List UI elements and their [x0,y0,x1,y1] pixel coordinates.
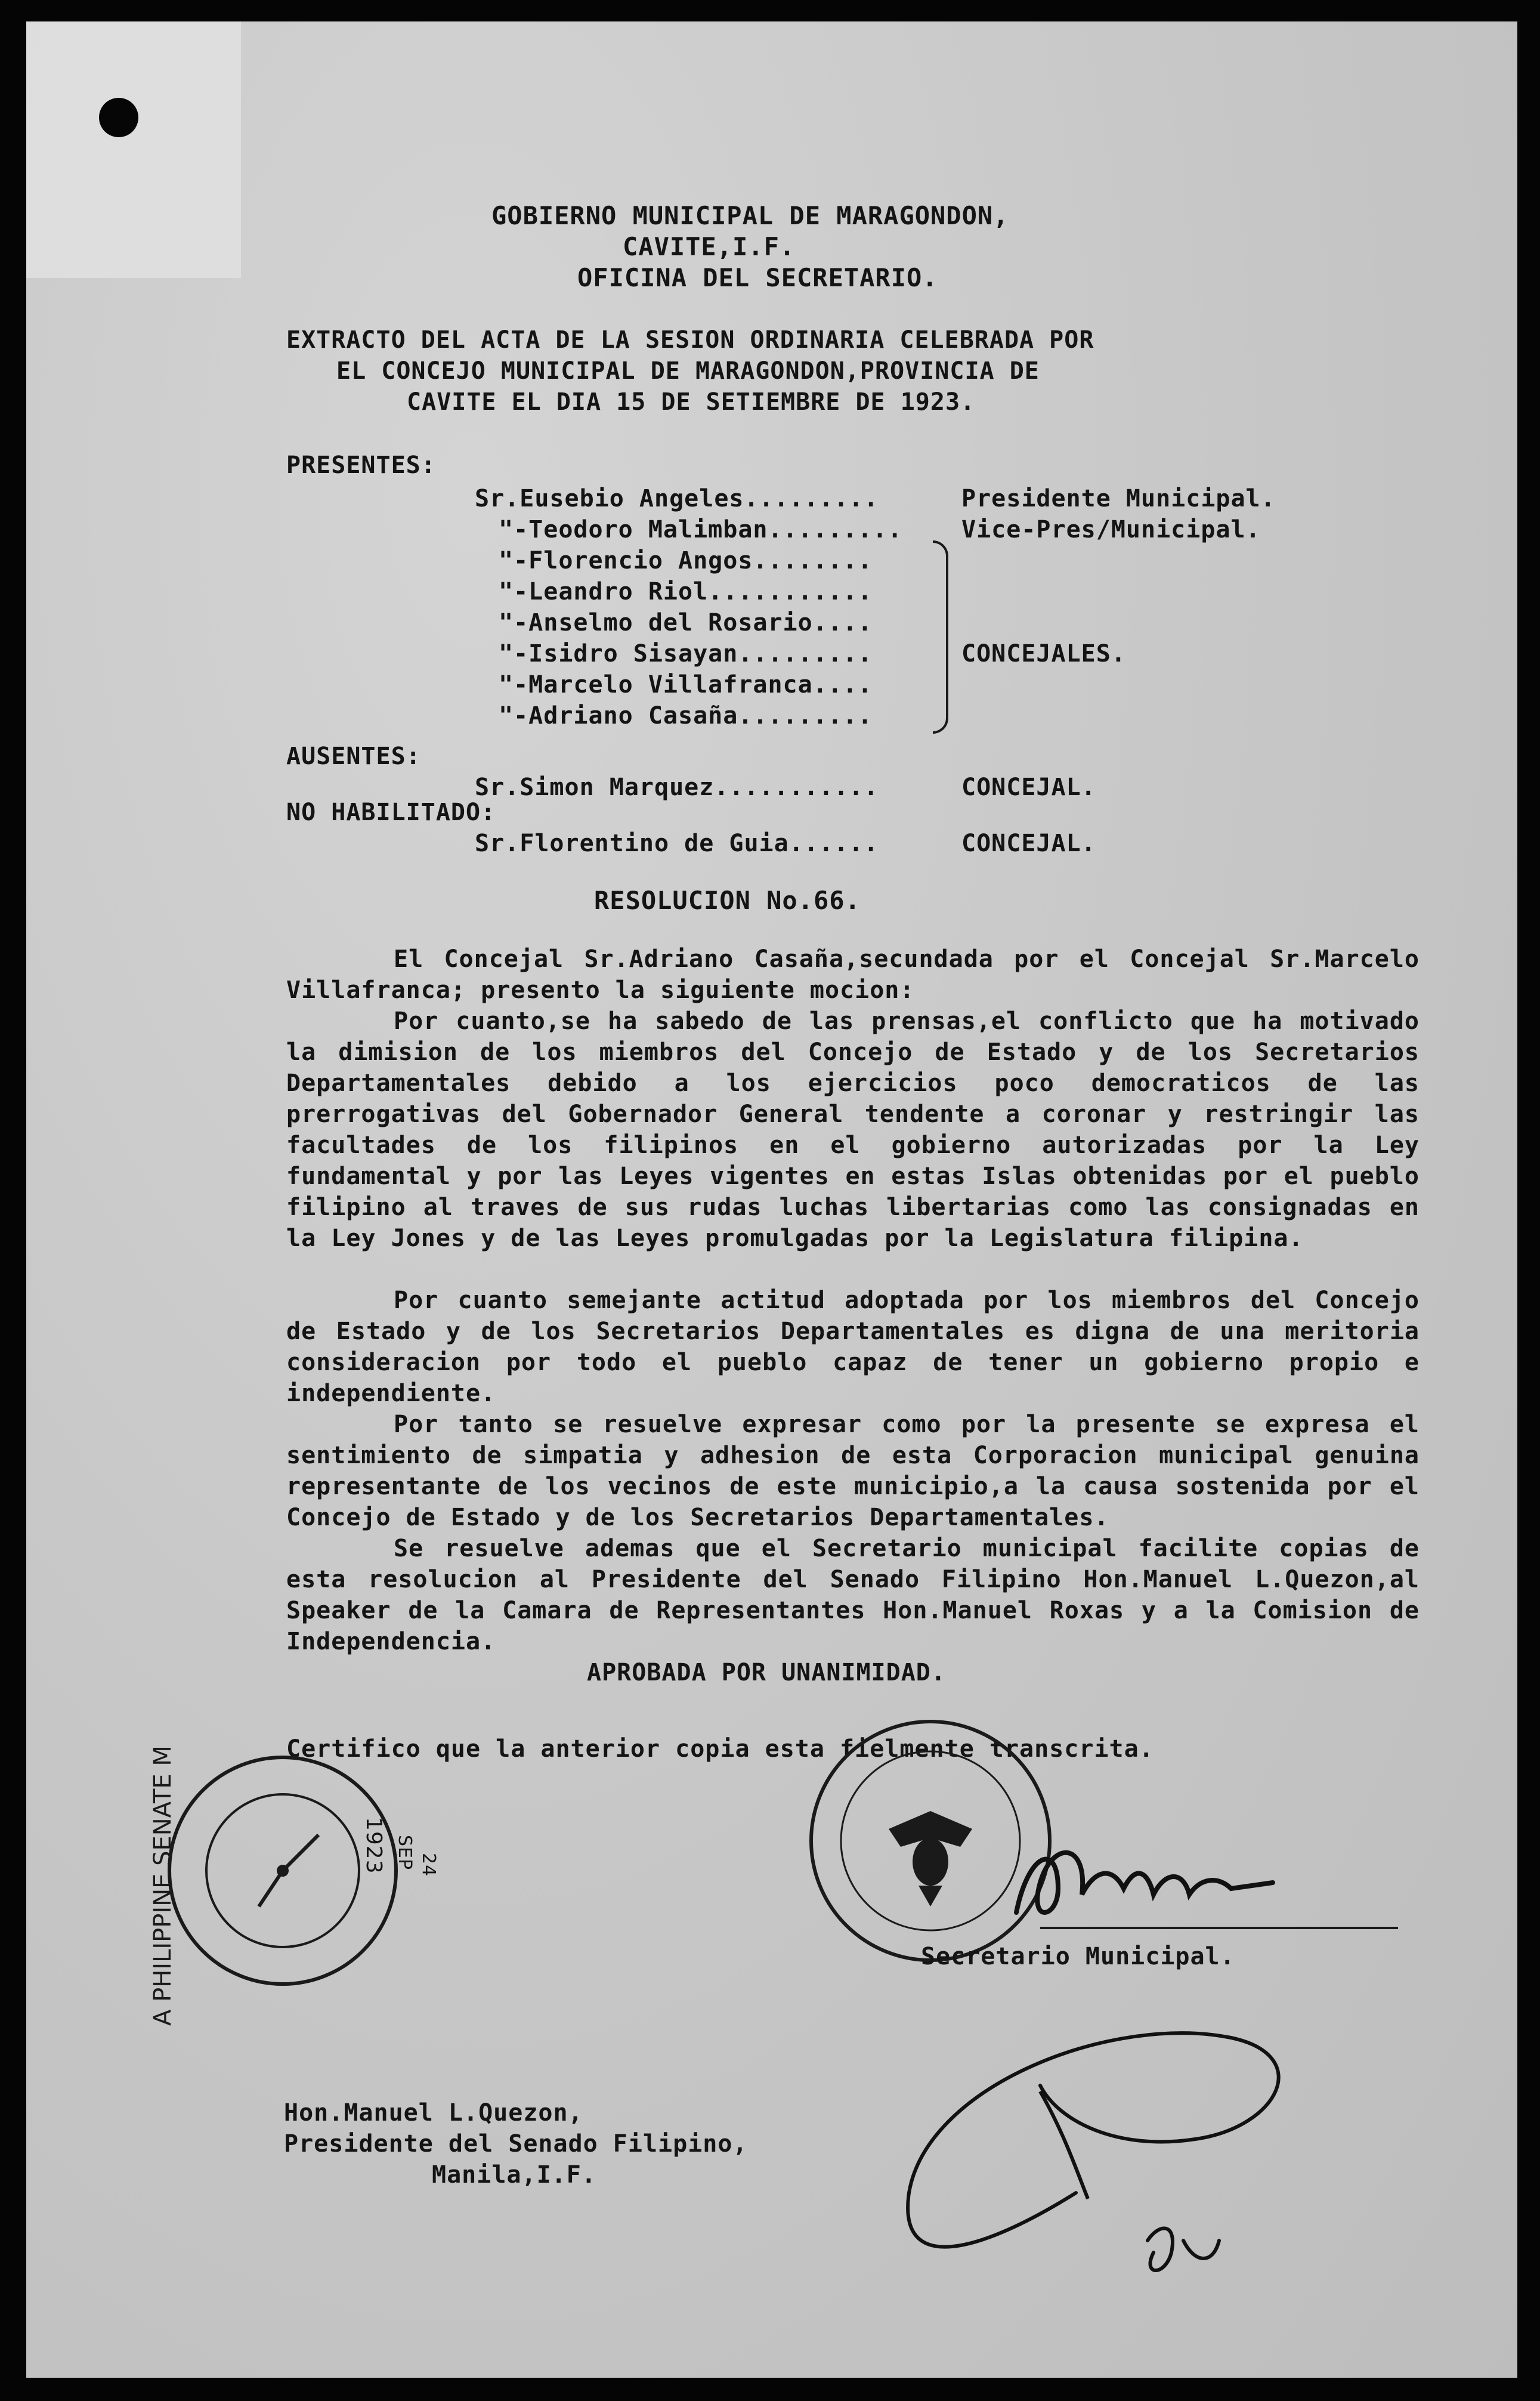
handwritten-initial-flourish [861,1942,1338,2324]
header-line-2: CAVITE,I.F. [623,232,796,261]
attendee-name: "-Marcelo Villafranca.... [499,671,873,699]
extract-line-2: EL CONCEJO MUNICIPAL DE MARAGONDON,PROVINCIA DE [336,357,1040,385]
stamp-date-day: 24 [418,1853,439,1877]
extract-line-3: CAVITE EL DIA 15 DE SETIEMBRE DE 1923. [407,388,976,416]
resolution-title: RESOLUCION No.66. [594,886,861,915]
attendee-name: "-Adriano Casaña......... [499,702,873,730]
recipient-line-3: Manila,I.F. [432,2161,596,2189]
whereas-paragraph-2: Por cuanto semejante actitud adoptada por los miembros del Concejo de Estado y de los Secretarios Departamentales es digna de una meritoria consideracion por todo el pueblo capaz de tener un gobierno propio e independiente. [286,1287,1420,1407]
stamp-date-year: 1923 [361,1817,386,1874]
no-habilitado-label: NO HABILITADO: [286,799,496,826]
not-qualified-role: CONCEJAL. [961,830,1096,857]
worn-paper-corner [26,21,241,278]
attendee-role: CONCEJALES. [961,640,1126,668]
certification-line: Certifico que la anterior copia esta fielmente transcrita. [286,1735,1154,1763]
header-line-3: OFICINA DEL SECRETARIO. [577,263,938,292]
stamp-vertical-text: A PHILIPPINE SENATE M [149,1745,177,2026]
attendee-name: Sr.Eusebio Angeles......... [475,485,879,512]
recipient-line-1: Hon.Manuel L.Quezon, [284,2099,583,2127]
document-page [26,21,1517,2378]
punch-hole [99,98,138,137]
attendee-name: "-Florencio Angos........ [499,547,873,574]
concejales-brace [933,540,948,734]
attendee-role: Presidente Municipal. [961,485,1276,512]
recipient-line-2: Presidente del Senado Filipino, [284,2130,748,2158]
ausentes-label: AUSENTES: [286,743,421,770]
attendee-name: "-Isidro Sisayan......... [499,640,873,668]
extract-line-1: EXTRACTO DEL ACTA DE LA SESION ORDINARIA CELEBRADA POR [286,326,1094,354]
absentee-name: Sr.Simon Marquez........... [475,774,879,801]
whereas-paragraph-1: Por cuanto,se ha sabedo de las prensas,el conflicto que ha motivado la dimision de los miembros del Concejo de Estado y de los Secretarios Departamentales debido a los ejercicios poco democraticos de las prerrogativas del Gobernador General tendente a coronar y restringir las facultades de los filipinos en el gobierno autorizadas por la Ley fundamental y por las Leyes vigentes en estas Islas obtenidas por el pueblo filipino al traves de sus rudas luchas libertarias como las consignadas en la Ley Jones y de las Leyes promulgadas por la Legislatura filipina. [286,1008,1420,1252]
header-line-1: GOBIERNO MUNICIPAL DE MARAGONDON, [491,201,1009,230]
signature-title: Secretario Municipal. [921,1943,1235,1970]
stamp-date-month: SEP [394,1835,415,1871]
attendee-name: "-Teodoro Malimban......... [499,516,903,543]
motion-paragraph: El Concejal Sr.Adriano Casaña,secundada por el Concejal Sr.Marcelo Villafranca; presento la siguiente mocion: [286,945,1420,1004]
absentee-role: CONCEJAL. [961,774,1096,801]
attendee-role: Vice-Pres/Municipal. [961,516,1261,543]
attendee-name: "-Anselmo del Rosario.... [499,609,873,636]
signature-line [1040,1927,1398,1929]
resolved-paragraph: Por tanto se resuelve expresar como por la presente se expresa el sentimiento de simpatia y adhesion de esta Corporacion municipal genuina representante de los vecinos de este municipio,a la causa sostenida por el Concejo de Estado y de los Secretarios Departamentales. [286,1411,1420,1531]
attendee-name: "-Leandro Riol........... [499,578,873,605]
presentes-label: PRESENTES: [286,452,436,479]
approved-line: APROBADA POR UNANIMIDAD. [587,1659,946,1686]
further-resolved-paragraph: Se resuelve ademas que el Secretario municipal facilite copias de esta resolucion al Presidente del Senado Filipino Hon.Manuel L.Quezon,al Speaker de la Camara de Representantes Hon.Manuel Roxas y a la Comision de Independencia. [286,1535,1420,1655]
not-qualified-name: Sr.Florentino de Guia...... [475,830,879,857]
